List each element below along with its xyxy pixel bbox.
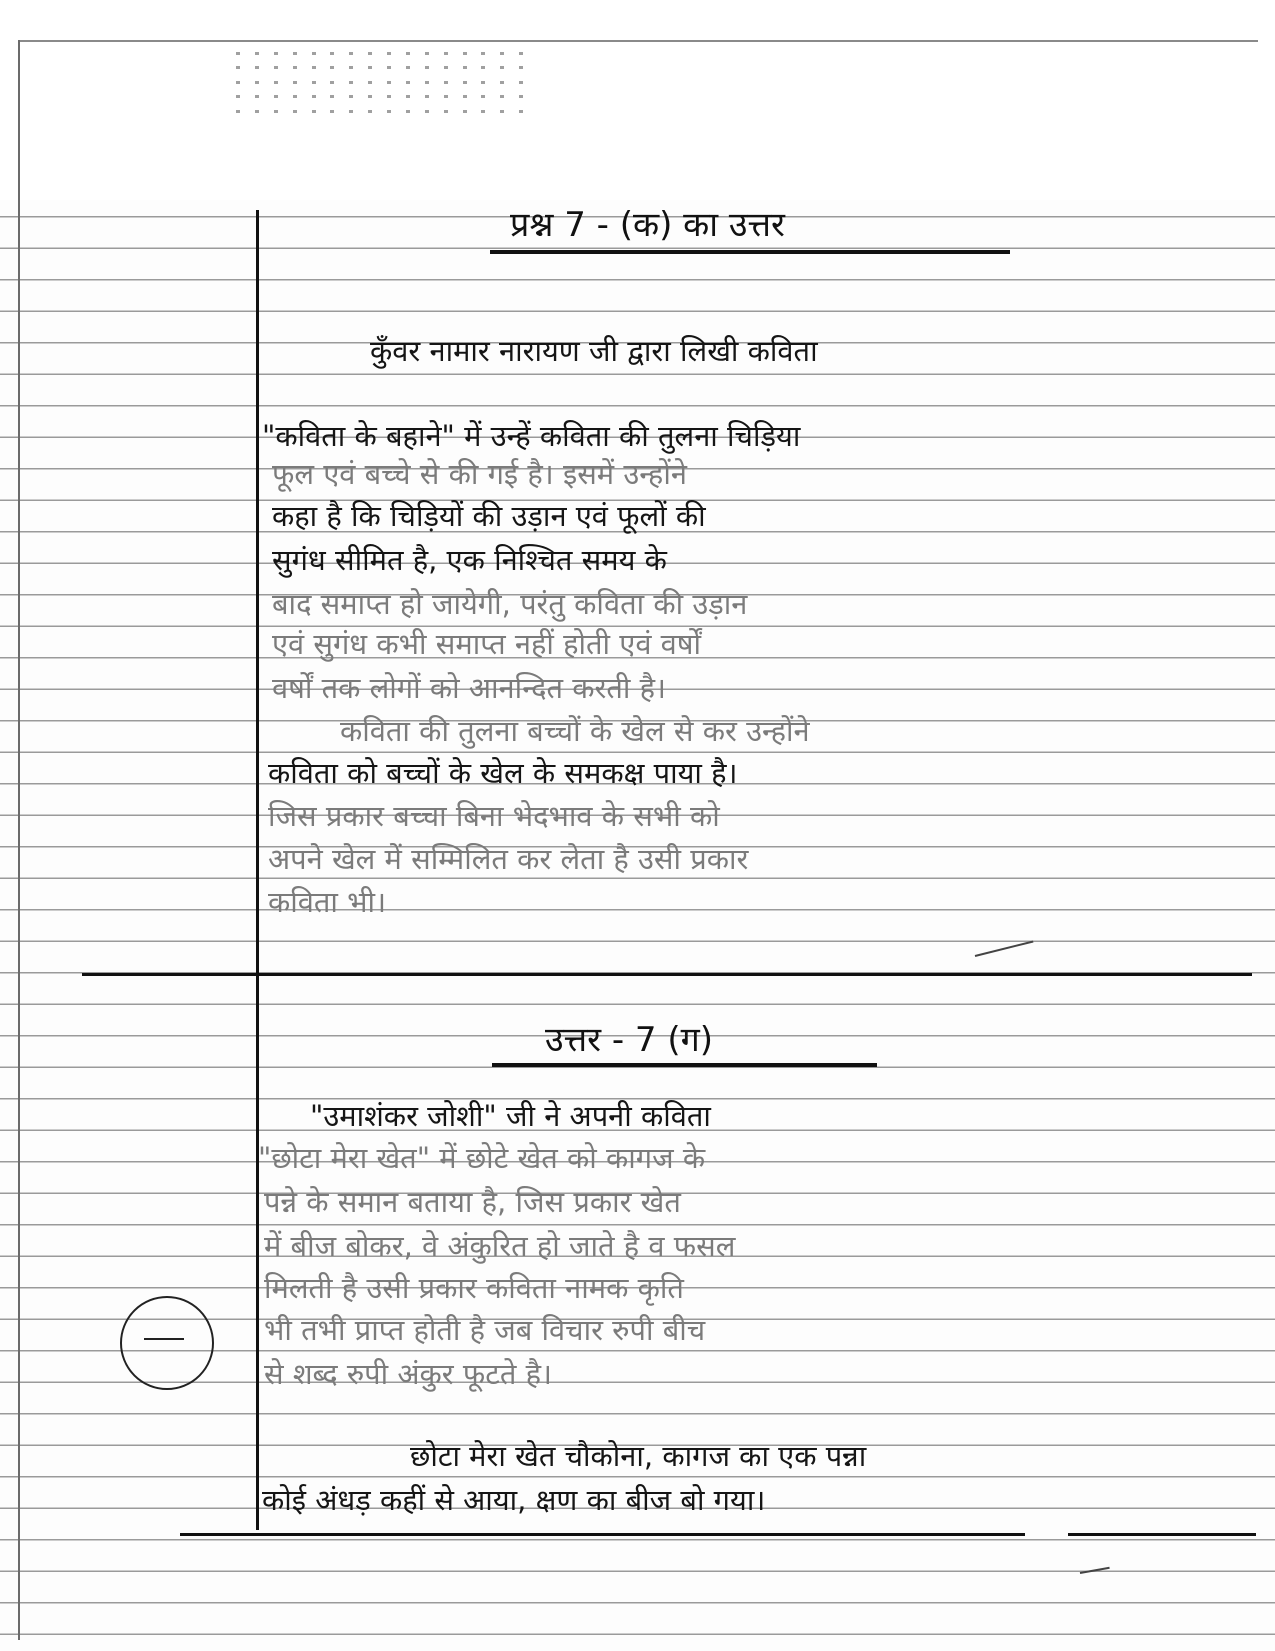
examiner-circle-mark: [120, 1296, 214, 1390]
page-top-edge: [18, 40, 1258, 42]
answer-line: कविता की तुलना बच्चों के खेल से कर उन्होंने: [340, 714, 810, 748]
answer-line: कविता को बच्चों के खेल के समकक्ष पाया है।: [268, 756, 738, 790]
answer-line: कोई अंधड़ कहीं से आया, क्षण का बीज बो गया।: [262, 1483, 766, 1517]
answer-line: में बीज बोकर, वे अंकुरित हो जाते है व फसल: [264, 1229, 736, 1263]
answer-line: कहा है कि चिड़ियों की उड़ान एवं फूलों की: [272, 499, 706, 533]
answer-line: पन्ने के समान बताया है, जिस प्रकार खेत: [264, 1185, 681, 1219]
answer-line: फूल एवं बच्चे से की गई है। इसमें उन्होंने: [272, 457, 687, 491]
answer-line: से शब्द रुपी अंकुर फूटते है।: [264, 1357, 552, 1391]
answer-line: अपने खेल में सम्मिलित कर लेता है उसी प्रकार: [268, 842, 749, 876]
answer-line: सुगंध सीमित है, एक निश्चित समय के: [272, 543, 667, 577]
answer-line: "कविता के बहाने" में उन्हें कविता की तुलना चिड़िया: [262, 419, 801, 453]
scan-barcode-stamp: [236, 52, 536, 122]
answer-line: कुँवर नामार नारायण जी द्वारा लिखी कविता: [370, 334, 818, 368]
bottom-divider: [180, 1533, 1025, 1536]
page-left-edge: [18, 40, 20, 1640]
answer-line: कविता भी।: [268, 885, 387, 919]
answer-line: एवं सुगंध कभी समाप्त नहीं होती एवं वर्षों: [272, 627, 702, 661]
heading-1-underline: [490, 250, 1010, 254]
answer-line: "छोटा मेरा खेत" में छोटे खेत को कागज के: [258, 1141, 706, 1175]
heading-2-underline: [492, 1063, 877, 1067]
answer-line: भी तभी प्राप्त होती है जब विचार रुपी बीच: [264, 1313, 706, 1347]
section-divider: [82, 973, 1252, 976]
answer-line: बाद समाप्त हो जायेगी, परंतु कविता की उड़ान: [272, 587, 748, 621]
heading-answer-7c: उत्तर - 7 (ग): [545, 1020, 714, 1060]
page-header-area: [0, 0, 1275, 200]
answer-line: छोटा मेरा खेत चौकोना, कागज का एक पन्ना: [410, 1439, 867, 1473]
answer-line: मिलती है उसी प्रकार कविता नामक कृति: [264, 1271, 684, 1305]
answer-line: जिस प्रकार बच्चा बिना भेदभाव के सभी को: [268, 799, 720, 833]
margin-line: [256, 210, 259, 1530]
bottom-divider-right: [1068, 1533, 1256, 1536]
heading-question-7a: प्रश्न 7 - (क) का उत्तर: [510, 205, 785, 245]
answer-line: वर्षों तक लोगों को आनन्दित करती है।: [272, 671, 667, 705]
answer-line: "उमाशंकर जोशी" जी ने अपनी कविता: [310, 1099, 711, 1133]
